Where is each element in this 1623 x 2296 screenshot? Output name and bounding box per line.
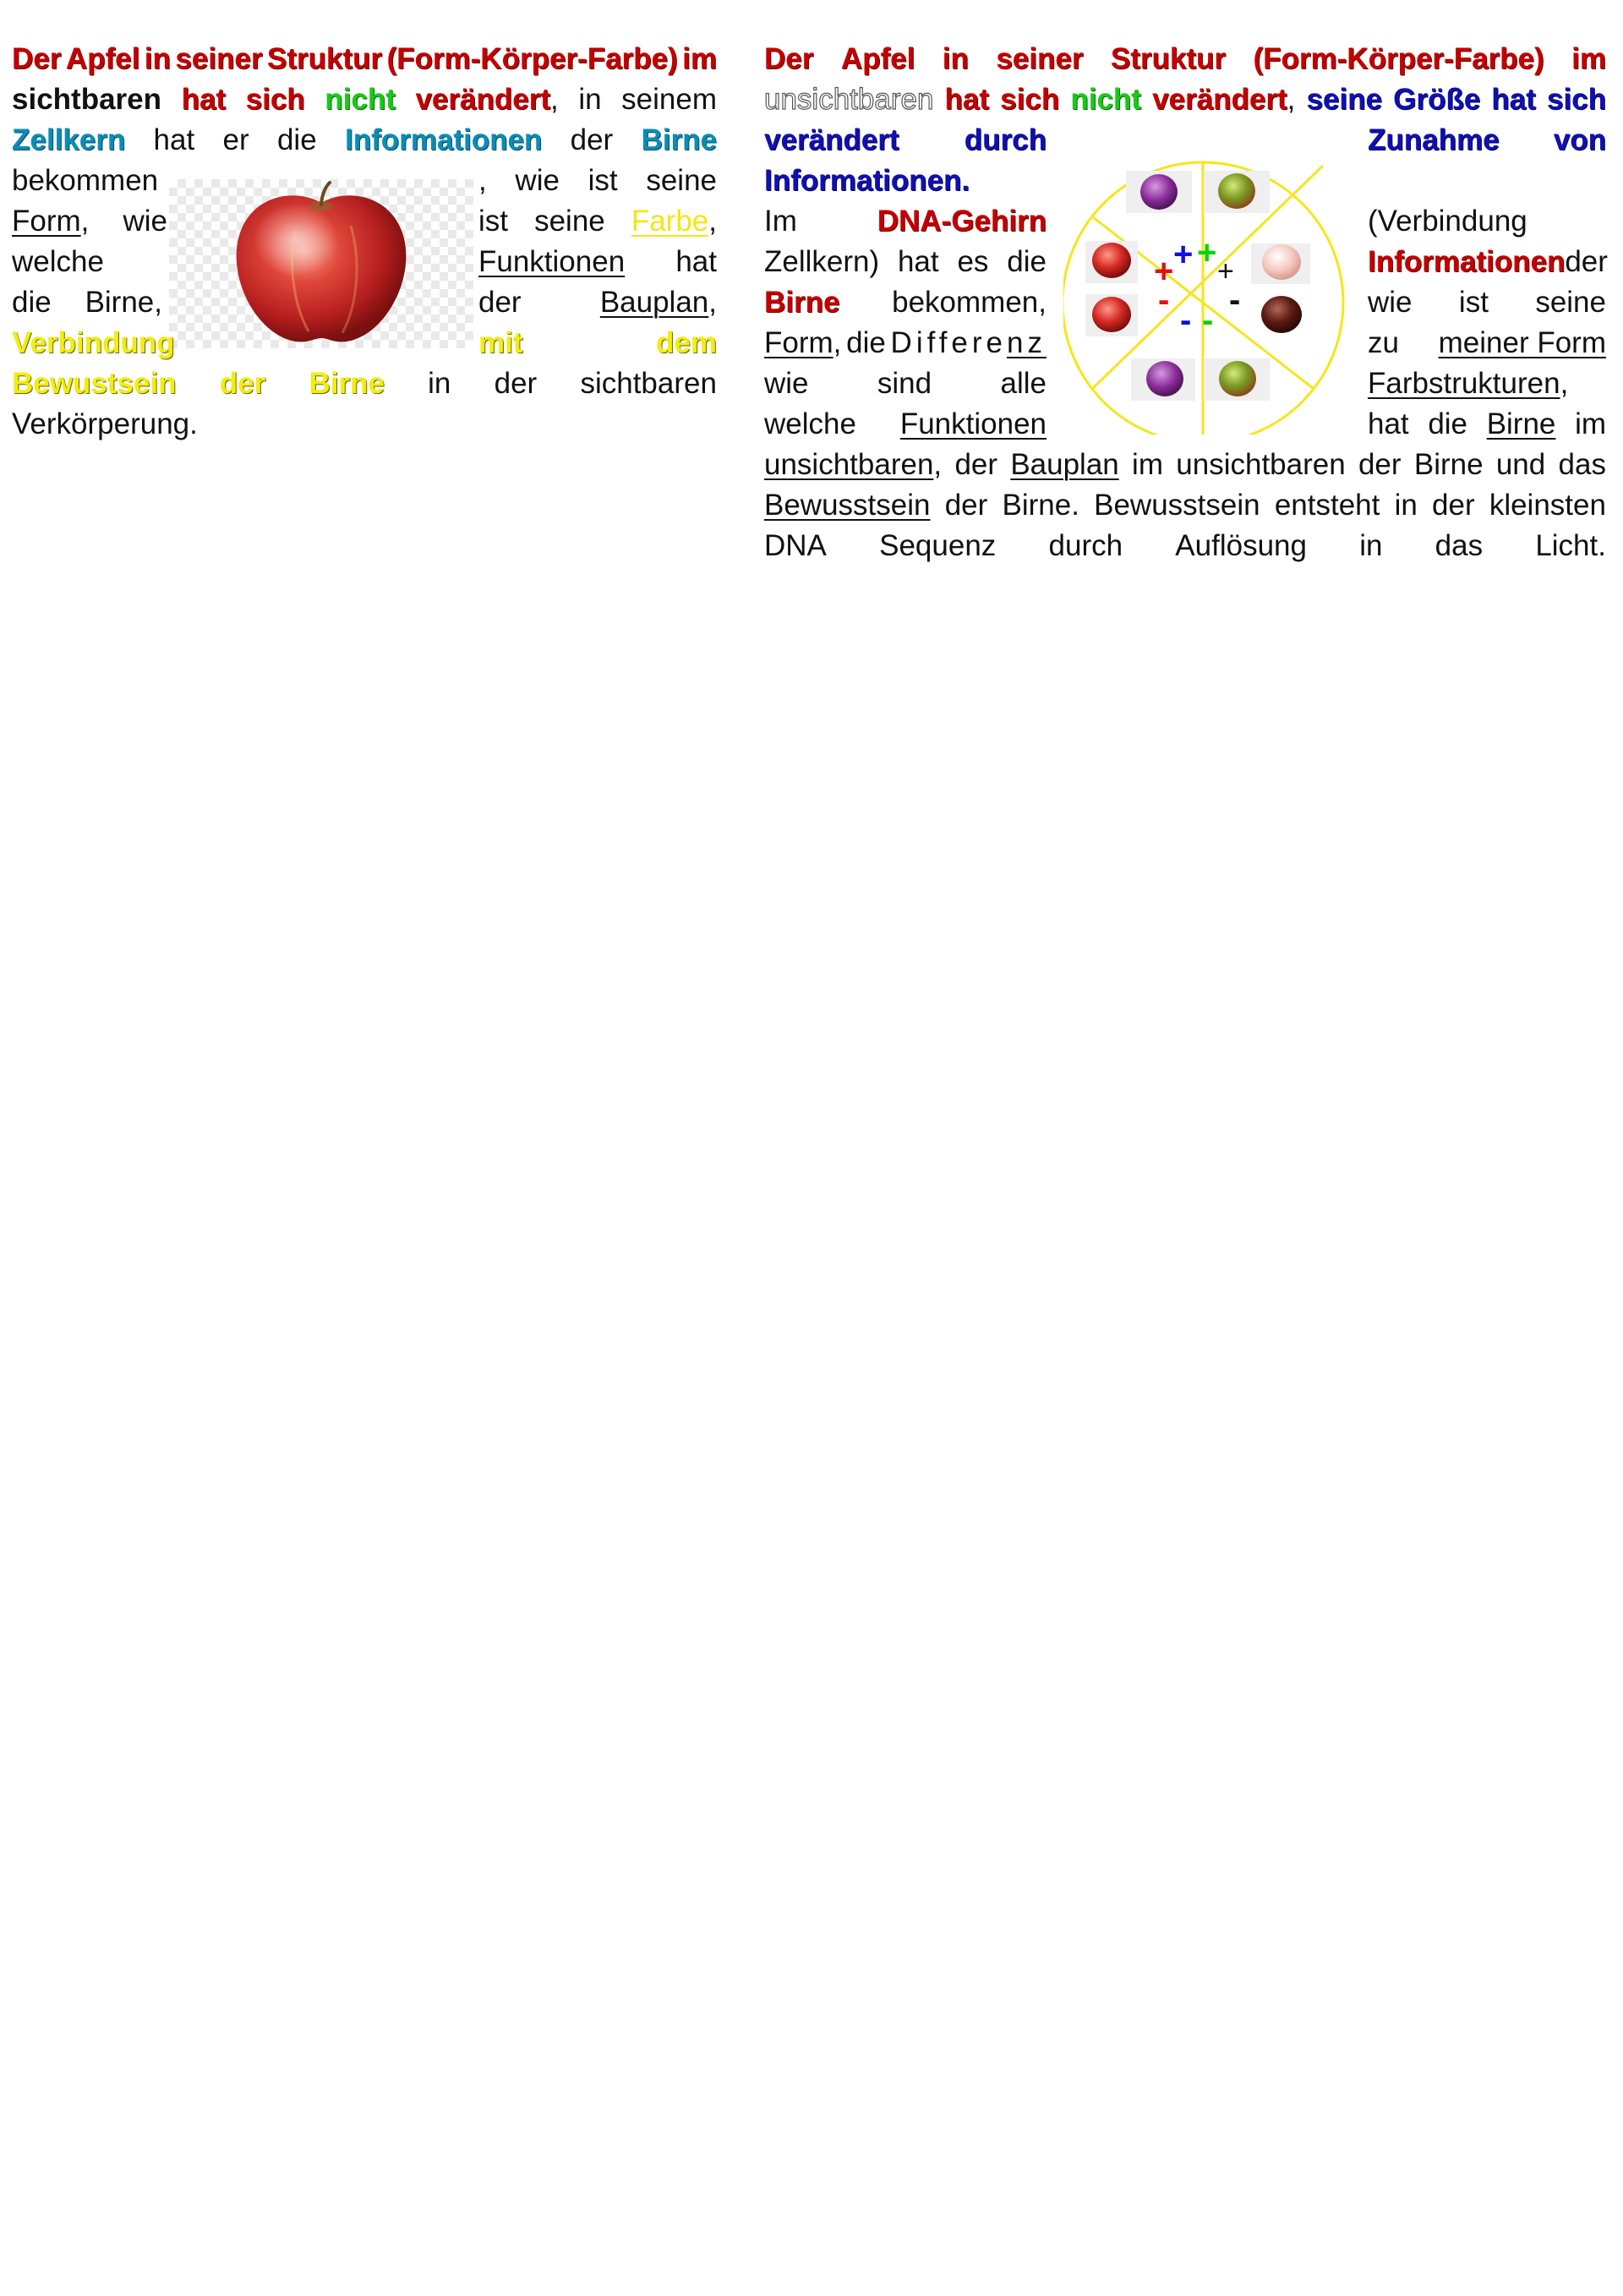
word: zu <box>1368 326 1399 359</box>
word: Informationen <box>344 123 543 156</box>
left-line-7a <box>12 282 162 323</box>
word: Apfel <box>840 42 915 75</box>
fruit-red-left-bottom <box>1085 294 1138 336</box>
right-line-7b <box>1368 282 1606 323</box>
word: im <box>1571 42 1606 75</box>
word: Licht. <box>1535 529 1606 562</box>
punctuation: , <box>833 326 842 359</box>
word: hat <box>1491 83 1536 116</box>
word: nz <box>1007 326 1046 359</box>
word: seiner <box>175 42 263 75</box>
word: hat <box>181 83 227 116</box>
word: Birne <box>1413 448 1484 481</box>
word: verändert <box>764 123 899 156</box>
word: hat <box>153 123 195 156</box>
word: durch <box>964 123 1046 156</box>
punctuation: , <box>708 205 717 238</box>
right-line-11 <box>764 445 1606 485</box>
word: welche <box>764 407 856 440</box>
fruit-purple-top <box>1126 171 1192 213</box>
word-group <box>12 201 89 242</box>
word: die <box>846 326 886 359</box>
word: der <box>1358 448 1402 481</box>
word: es <box>957 245 989 278</box>
word: Bewusstsein <box>1094 489 1260 522</box>
word: Birne <box>309 367 385 400</box>
punctuation: , <box>478 164 487 197</box>
punctuation: , <box>1287 83 1296 116</box>
word: Differe <box>890 326 1008 359</box>
word: Auflösung <box>1175 529 1307 562</box>
left-line-7b <box>478 282 717 323</box>
word: (Form-Körper-Farbe) <box>386 42 678 75</box>
plus-sign-blue: + <box>1173 236 1194 273</box>
word: bekommen, <box>892 286 1046 319</box>
right-line-8b <box>1368 323 1606 364</box>
word: Apfel <box>65 42 140 75</box>
minus-sign-blue: - <box>1180 302 1192 339</box>
right-line-8a <box>764 323 1046 364</box>
word: die <box>12 286 52 319</box>
word: Der <box>764 42 814 75</box>
word: Birne. <box>1002 489 1079 522</box>
word: das <box>1434 529 1484 562</box>
word: ist <box>478 205 508 238</box>
word: wie <box>1368 286 1413 319</box>
word: DNA-Gehirn <box>877 205 1046 238</box>
word: nicht <box>325 83 396 116</box>
word: Struktur <box>266 42 383 75</box>
word: Der <box>12 42 62 75</box>
word: bekommen <box>12 164 159 197</box>
word: sichtbaren <box>12 83 161 116</box>
left-line-6b <box>478 242 717 282</box>
word: Zellkern <box>12 123 126 156</box>
word: verändert <box>1152 83 1287 116</box>
word: die <box>276 123 317 156</box>
word: sich <box>1000 83 1060 116</box>
word: Funktionen <box>478 245 626 278</box>
word-group <box>1152 79 1295 120</box>
word: Informationen <box>1368 245 1566 278</box>
word-group <box>415 79 558 120</box>
left-line-9 <box>12 364 717 404</box>
word: Bewustsein <box>12 367 177 400</box>
word: DNA <box>764 529 827 562</box>
word: seiner <box>996 42 1084 75</box>
word: alle <box>1000 367 1046 400</box>
punctuation: , <box>708 286 717 319</box>
punctuation: , <box>933 448 943 481</box>
word: seinem <box>621 83 717 116</box>
word-group <box>1368 364 1568 404</box>
word: er <box>222 123 249 156</box>
plus-sign-green: + <box>1197 234 1217 271</box>
word: der <box>478 286 522 319</box>
word: von <box>1553 123 1606 156</box>
word: seine <box>1535 286 1606 319</box>
right-line-5b <box>1368 201 1606 242</box>
word-group <box>764 445 942 485</box>
word: wie <box>764 367 809 400</box>
word: (Verbindung <box>1368 205 1527 238</box>
fruit-red-left-top <box>1085 241 1138 283</box>
word: wie <box>515 164 560 197</box>
word-group <box>631 201 717 242</box>
word: kleinsten <box>1489 489 1606 522</box>
word: hat <box>897 245 939 278</box>
fruit-pink-right <box>1251 243 1310 284</box>
word: die <box>1007 245 1046 278</box>
word: entsteht <box>1274 489 1380 522</box>
word: Bauplan <box>599 286 709 319</box>
word: im <box>682 42 717 75</box>
right-line-9a <box>764 364 1046 404</box>
word-group <box>764 323 841 364</box>
word: sich <box>245 83 305 116</box>
word: unsichtbaren <box>1176 448 1346 481</box>
left-line-1 <box>12 39 717 79</box>
minus-sign-green: - <box>1202 302 1214 339</box>
right-line-10a <box>764 404 1046 445</box>
left-line-8b <box>478 323 717 364</box>
left-line-6a <box>12 242 167 282</box>
fruit-wheel-svg <box>1063 137 1351 435</box>
word: der <box>219 367 266 400</box>
word: Verbindung <box>12 326 175 359</box>
word: sichtbaren <box>580 367 717 400</box>
word: Verkörperung. <box>12 407 198 440</box>
word: sich <box>1546 83 1606 116</box>
fruit-brown-right <box>1261 296 1302 333</box>
right-line-6a <box>764 242 1046 282</box>
word: verändert <box>415 83 550 116</box>
word: Farbstrukturen <box>1368 367 1560 400</box>
word: mit <box>478 326 523 359</box>
word: der <box>1565 245 1608 278</box>
plus-sign-red: + <box>1154 253 1174 290</box>
word: die <box>1428 407 1468 440</box>
word: Bewusstsein <box>764 489 931 522</box>
left-line-8a <box>12 323 175 364</box>
left-line-5a <box>12 201 167 242</box>
word: im <box>1575 407 1606 440</box>
word: Größe <box>1393 83 1481 116</box>
word: Informationen. <box>764 164 970 197</box>
word: hat <box>675 245 717 278</box>
punctuation: , <box>80 205 90 238</box>
right-line-10b <box>1368 404 1606 445</box>
word-group <box>600 282 717 323</box>
word: unsichtbaren <box>764 83 934 116</box>
word: in <box>942 42 969 75</box>
right-line-3b <box>1368 120 1606 161</box>
apple-icon <box>169 179 473 348</box>
word: Sequenz <box>879 529 997 562</box>
word: sind <box>877 367 932 400</box>
left-line-2 <box>12 79 717 120</box>
fruit-purple-bottom <box>1131 358 1195 401</box>
word: das <box>1558 448 1606 481</box>
word: ist <box>1458 286 1489 319</box>
word: der <box>944 489 988 522</box>
left-line-4a <box>12 161 162 201</box>
right-line-7a <box>764 282 1046 323</box>
word: nicht <box>1070 83 1141 116</box>
left-line-5b <box>478 201 717 242</box>
left-line-10 <box>12 404 717 445</box>
word: in <box>1359 529 1383 562</box>
fruit-green-top <box>1204 171 1270 213</box>
word: Birne, <box>85 286 162 319</box>
word: Birne <box>641 123 717 156</box>
word: hat <box>1368 407 1409 440</box>
word: im <box>1132 448 1163 481</box>
right-line-1 <box>764 39 1606 79</box>
word: ist <box>587 164 618 197</box>
right-line-5a <box>764 201 1046 242</box>
minus-sign-red: - <box>1158 282 1170 319</box>
word: und <box>1495 448 1546 481</box>
word: Form <box>12 205 81 238</box>
word: unsichtbaren <box>764 448 934 481</box>
word: Funktionen <box>899 407 1046 440</box>
minus-sign-black: - <box>1229 282 1241 319</box>
word: hat <box>944 83 990 116</box>
word: der <box>954 448 998 481</box>
word: welche <box>12 245 104 278</box>
word: der <box>494 367 538 400</box>
right-line-2 <box>764 79 1606 120</box>
fruit-green-bottom <box>1204 358 1270 401</box>
left-line-4b <box>478 161 717 201</box>
right-line-4 <box>764 161 1046 201</box>
word: in <box>428 367 451 400</box>
punctuation: , <box>550 83 559 116</box>
word: Bauplan <box>1010 448 1119 481</box>
word: Form <box>764 326 833 359</box>
word: Farbe <box>631 205 709 238</box>
word: Zellkern) <box>764 245 880 278</box>
word: Im <box>764 205 797 238</box>
word: seine <box>534 205 605 238</box>
punctuation: , <box>1560 367 1569 400</box>
word: meiner Form <box>1438 326 1606 359</box>
word: wie <box>123 205 167 238</box>
word: der <box>1432 489 1475 522</box>
plus-sign-cross: + <box>1217 255 1234 287</box>
right-line-6b <box>1368 242 1606 282</box>
word: dem <box>656 326 717 359</box>
word: in <box>578 83 602 116</box>
right-line-12 <box>764 485 1606 526</box>
word: seine <box>646 164 717 197</box>
word: Struktur <box>1110 42 1227 75</box>
word: Zunahme <box>1368 123 1500 156</box>
right-line-13 <box>764 526 1606 566</box>
apple-image <box>169 179 473 348</box>
word: (Form-Körper-Farbe) <box>1253 42 1544 75</box>
word: der <box>570 123 614 156</box>
word: Birne <box>764 286 840 319</box>
word: durch <box>1048 529 1123 562</box>
left-line-3 <box>12 120 717 161</box>
word: seine <box>1306 83 1382 116</box>
word: in <box>1394 489 1418 522</box>
right-line-3a <box>764 120 1046 161</box>
right-line-9b <box>1368 364 1606 404</box>
word: in <box>144 42 171 75</box>
word: Birne <box>1486 407 1556 440</box>
fruit-wheel-diagram <box>1063 137 1351 435</box>
word-group <box>891 323 1046 364</box>
